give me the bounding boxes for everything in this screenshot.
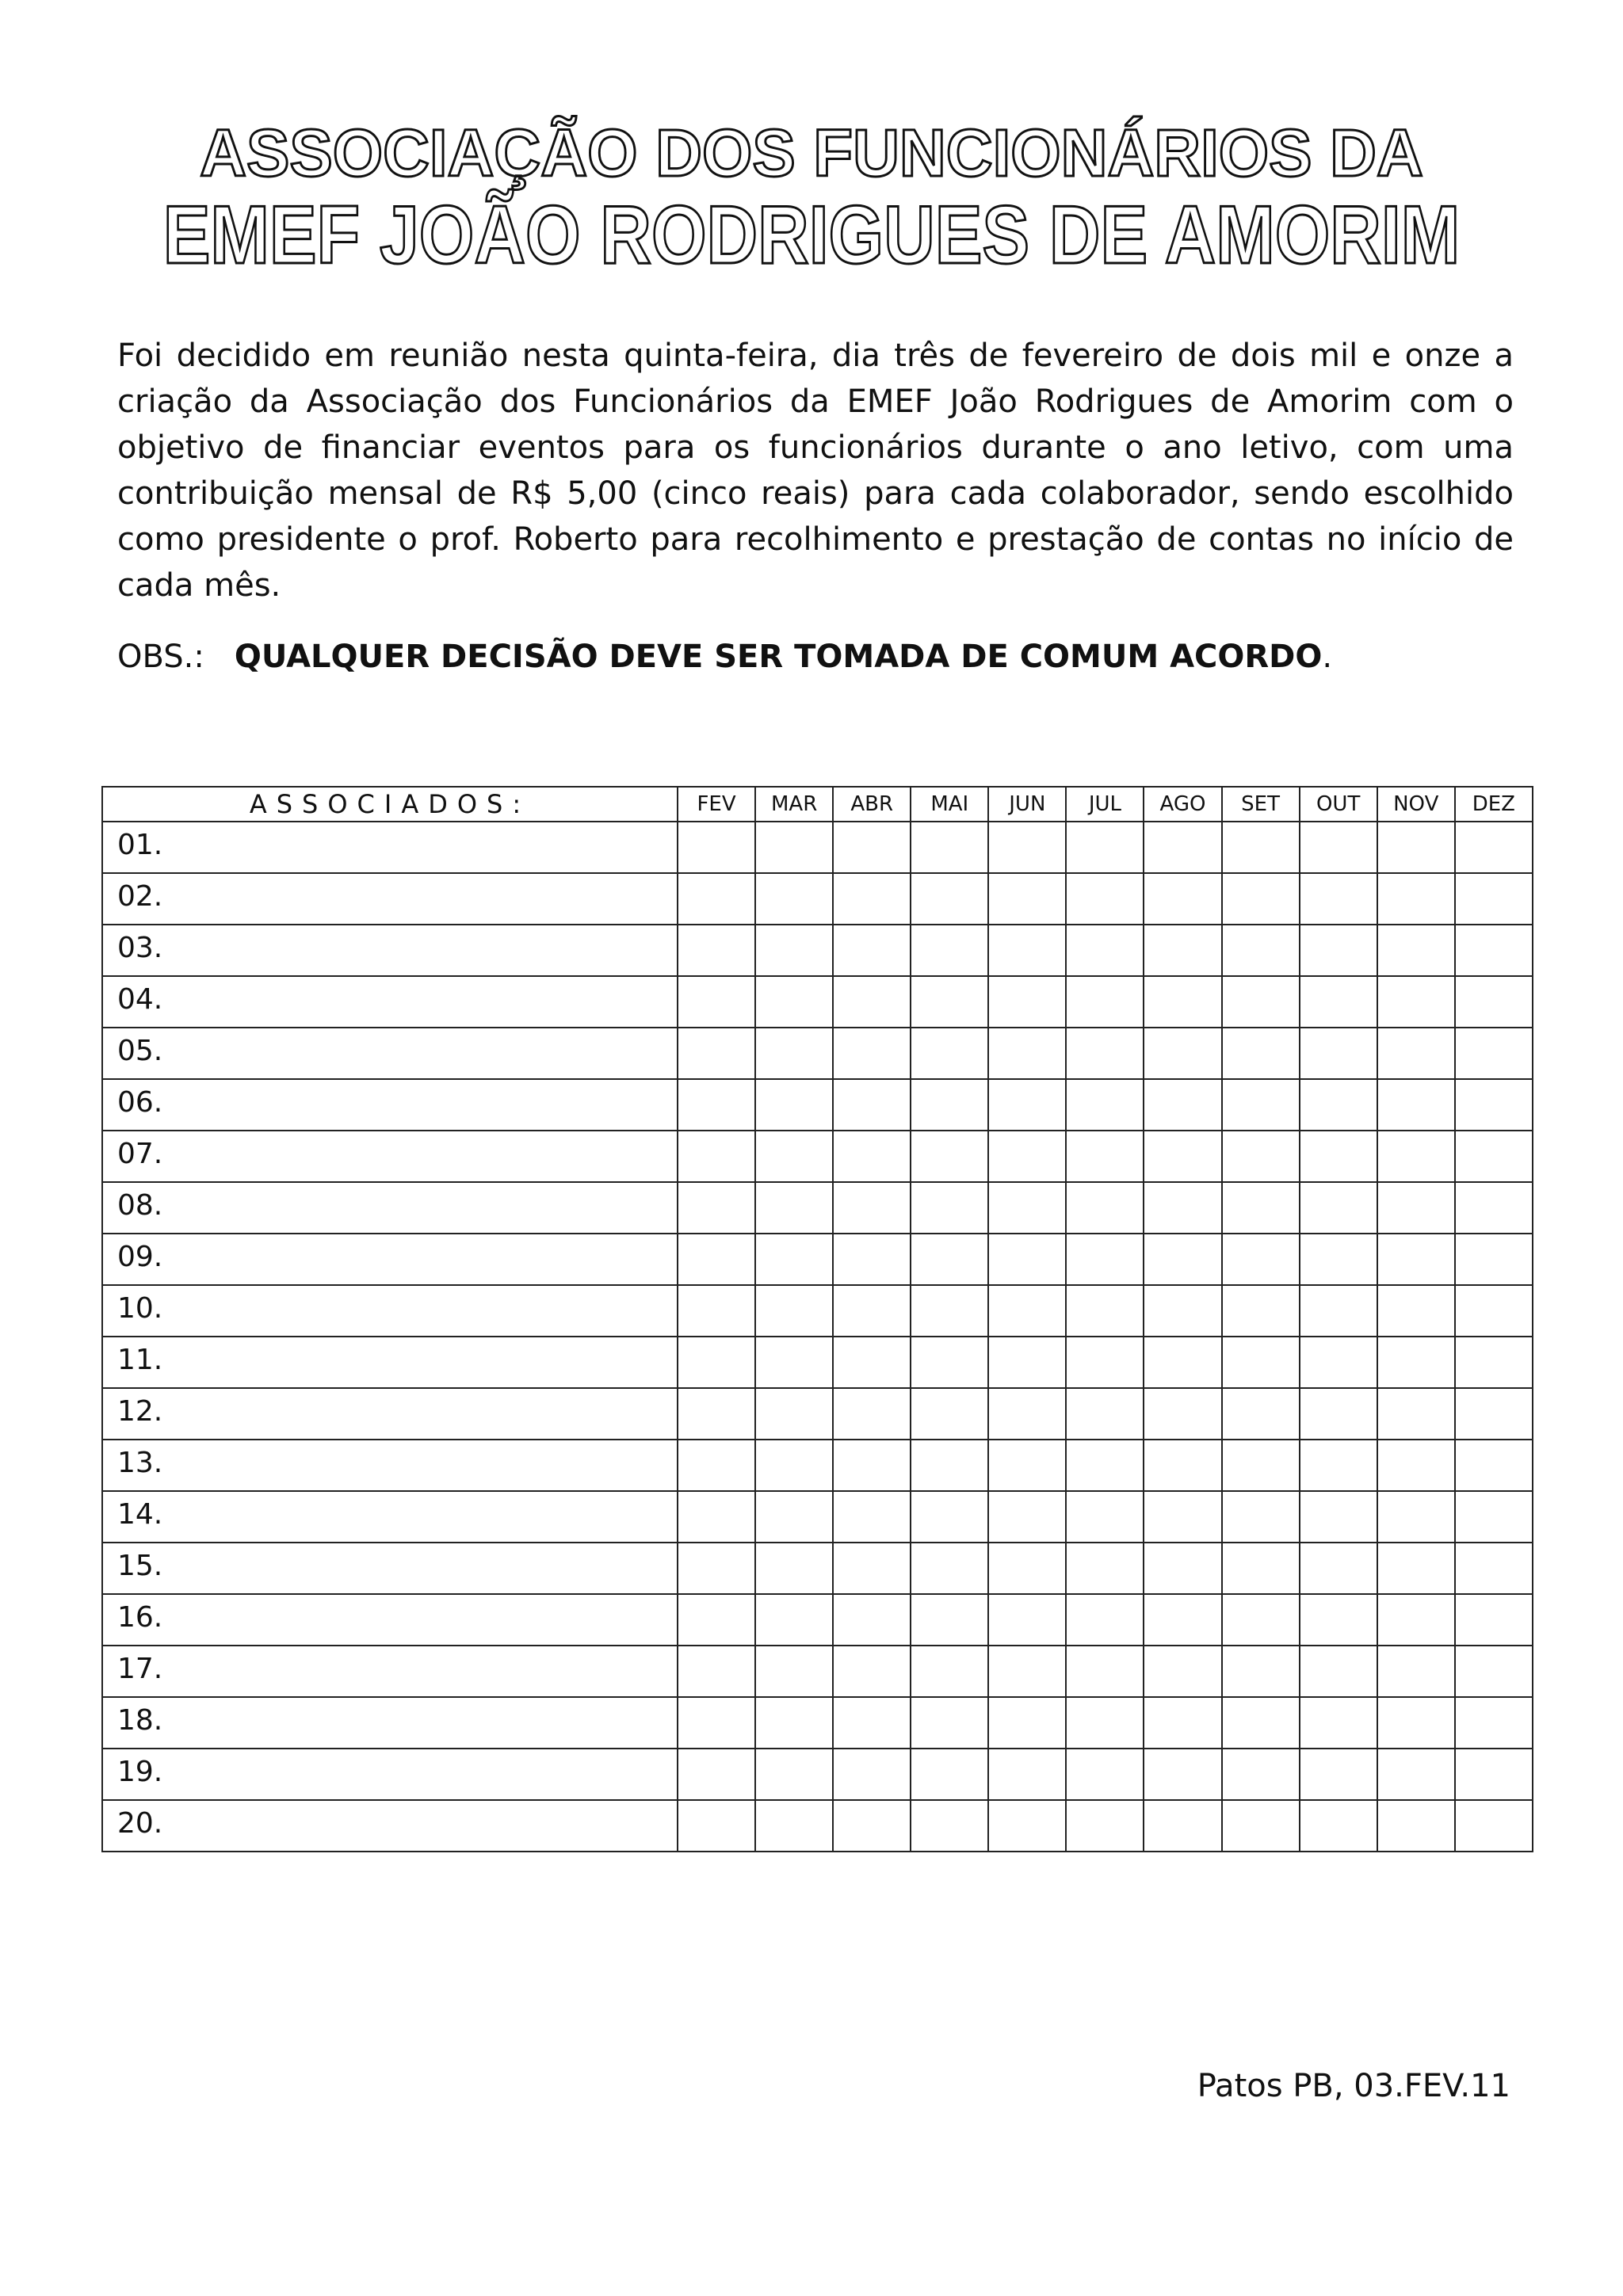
payment-cell-mar [755, 1440, 833, 1491]
payment-cell-mar [755, 1491, 833, 1543]
payment-cell-abr [833, 1285, 911, 1337]
associate-name-cell: 01. [102, 822, 678, 873]
associate-name-cell: 02. [102, 873, 678, 925]
payment-cell-mai [911, 1646, 988, 1697]
payment-cell-set [1222, 1388, 1300, 1440]
payment-cell-set [1222, 1079, 1300, 1131]
associate-name-cell: 03. [102, 925, 678, 976]
table-row [102, 1234, 1533, 1285]
payment-cell-out [1300, 1491, 1377, 1543]
payment-cell-jun [988, 1131, 1066, 1182]
payment-cell-abr [833, 1543, 911, 1594]
payment-cell-set [1222, 1800, 1300, 1852]
title-line-school: EMEF JOÃO RODRIGUES DE AMORIM [162, 189, 1461, 281]
payment-cell-mar [755, 1234, 833, 1285]
table-row [102, 1285, 1533, 1337]
payment-cell-dez [1455, 1491, 1533, 1543]
associates-column-header: ASSOCIADOS: [102, 787, 678, 822]
payment-cell-nov [1377, 1646, 1455, 1697]
payment-cell-nov [1377, 1388, 1455, 1440]
payment-cell-dez [1455, 873, 1533, 925]
payment-cell-mar [755, 976, 833, 1028]
payment-cell-nov [1377, 1337, 1455, 1388]
table-row [102, 925, 1533, 976]
payment-cell-mai [911, 1028, 988, 1079]
payment-cell-ago [1144, 822, 1221, 873]
payment-cell-dez [1455, 976, 1533, 1028]
payment-cell-dez [1455, 1594, 1533, 1646]
payment-cell-fev [678, 1182, 755, 1234]
payment-cell-ago [1144, 873, 1221, 925]
payment-cell-dez [1455, 1337, 1533, 1388]
payment-cell-out [1300, 822, 1377, 873]
payment-cell-jul [1066, 1749, 1144, 1800]
payment-cell-ago [1144, 1182, 1221, 1234]
payment-cell-nov [1377, 925, 1455, 976]
payment-cell-fev [678, 925, 755, 976]
associate-name-cell: 15. [102, 1543, 678, 1594]
title-line-association: ASSOCIAÇÃO DOS FUNCIONÁRIOS DA [200, 116, 1423, 190]
payment-cell-dez [1455, 1646, 1533, 1697]
payment-cell-jul [1066, 1491, 1144, 1543]
payment-cell-dez [1455, 1749, 1533, 1800]
payment-cell-dez [1455, 1234, 1533, 1285]
payment-cell-abr [833, 925, 911, 976]
payment-cell-jun [988, 1749, 1066, 1800]
payment-cell-jun [988, 1646, 1066, 1697]
payment-cell-dez [1455, 1131, 1533, 1182]
payment-cell-jun [988, 1543, 1066, 1594]
payment-cell-out [1300, 1697, 1377, 1749]
payment-cell-fev [678, 1543, 755, 1594]
payment-cell-out [1300, 1285, 1377, 1337]
payment-cell-mar [755, 873, 833, 925]
associate-name-cell: 11. [102, 1337, 678, 1388]
payment-cell-out [1300, 976, 1377, 1028]
payment-cell-set [1222, 1543, 1300, 1594]
payment-cell-jul [1066, 1337, 1144, 1388]
payment-cell-nov [1377, 1285, 1455, 1337]
payment-cell-out [1300, 1337, 1377, 1388]
payment-cell-nov [1377, 1594, 1455, 1646]
payment-cell-out [1300, 1800, 1377, 1852]
payment-cell-out [1300, 873, 1377, 925]
payment-cell-abr [833, 1028, 911, 1079]
payment-cell-abr [833, 1388, 911, 1440]
payment-cell-jun [988, 1440, 1066, 1491]
table-row [102, 1079, 1533, 1131]
payment-cell-mar [755, 1131, 833, 1182]
payment-cell-fev [678, 1594, 755, 1646]
payment-cell-set [1222, 976, 1300, 1028]
payment-cell-abr [833, 822, 911, 873]
payment-cell-nov [1377, 1234, 1455, 1285]
obs-punctuation: . [1322, 639, 1333, 675]
payment-cell-abr [833, 1697, 911, 1749]
associate-name-cell: 20. [102, 1800, 678, 1852]
table-row [102, 1388, 1533, 1440]
payment-cell-abr [833, 1234, 911, 1285]
payment-cell-ago [1144, 1749, 1221, 1800]
payment-cell-out [1300, 1028, 1377, 1079]
payment-cell-nov [1377, 1800, 1455, 1852]
payment-cell-out [1300, 1440, 1377, 1491]
payment-cell-jun [988, 873, 1066, 925]
payment-cell-mar [755, 1749, 833, 1800]
month-header-abr: ABR [833, 787, 911, 822]
month-header-dez: DEZ [1455, 787, 1533, 822]
payment-cell-mai [911, 1234, 988, 1285]
table-row [102, 1697, 1533, 1749]
payment-cell-jun [988, 1337, 1066, 1388]
payment-cell-nov [1377, 1028, 1455, 1079]
payment-cell-nov [1377, 1543, 1455, 1594]
associate-name-cell: 06. [102, 1079, 678, 1131]
payment-cell-ago [1144, 1646, 1221, 1697]
payment-cell-fev [678, 1491, 755, 1543]
payment-cell-set [1222, 873, 1300, 925]
payment-cell-ago [1144, 1594, 1221, 1646]
payment-cell-jul [1066, 1028, 1144, 1079]
payment-cell-set [1222, 1440, 1300, 1491]
payment-cell-mai [911, 822, 988, 873]
payment-cell-out [1300, 1749, 1377, 1800]
associate-name-cell: 14. [102, 1491, 678, 1543]
month-header-set: SET [1222, 787, 1300, 822]
payment-cell-set [1222, 1285, 1300, 1337]
associate-name-cell: 12. [102, 1388, 678, 1440]
month-header-mai: MAI [911, 787, 988, 822]
month-header-fev: FEV [678, 787, 755, 822]
payment-cell-jul [1066, 1594, 1144, 1646]
payment-cell-fev [678, 976, 755, 1028]
payment-cell-ago [1144, 1337, 1221, 1388]
payment-cell-nov [1377, 1749, 1455, 1800]
payment-cell-jun [988, 1594, 1066, 1646]
payment-cell-mai [911, 1543, 988, 1594]
associate-name-cell: 19. [102, 1749, 678, 1800]
payment-cell-dez [1455, 1440, 1533, 1491]
table-row [102, 1440, 1533, 1491]
payment-cell-jul [1066, 1543, 1144, 1594]
payment-cell-jun [988, 1800, 1066, 1852]
payment-cell-abr [833, 1131, 911, 1182]
payment-cell-out [1300, 1543, 1377, 1594]
payment-cell-set [1222, 1749, 1300, 1800]
payment-cell-ago [1144, 1491, 1221, 1543]
table-row [102, 873, 1533, 925]
payment-cell-fev [678, 1234, 755, 1285]
payment-cell-jun [988, 1028, 1066, 1079]
payment-cell-ago [1144, 1697, 1221, 1749]
payment-cell-out [1300, 1079, 1377, 1131]
payment-cell-ago [1144, 1131, 1221, 1182]
payment-cell-mar [755, 1697, 833, 1749]
obs-text: QUALQUER DECISÃO DEVE SER TOMADA DE COMUM ACORDO [234, 639, 1323, 675]
payment-cell-jul [1066, 1285, 1144, 1337]
payment-cell-set [1222, 1646, 1300, 1697]
payment-cell-out [1300, 1594, 1377, 1646]
month-header-mar: MAR [755, 787, 833, 822]
payment-cell-fev [678, 1697, 755, 1749]
payment-cell-mar [755, 822, 833, 873]
payment-cell-ago [1144, 1800, 1221, 1852]
payment-cell-jun [988, 1388, 1066, 1440]
payment-cell-jul [1066, 1800, 1144, 1852]
payment-cell-out [1300, 1646, 1377, 1697]
table-row [102, 976, 1533, 1028]
payment-cell-dez [1455, 1697, 1533, 1749]
payment-cell-mai [911, 1388, 988, 1440]
payment-cell-dez [1455, 1079, 1533, 1131]
table-row [102, 1131, 1533, 1182]
payment-cell-jul [1066, 925, 1144, 976]
payment-cell-fev [678, 1749, 755, 1800]
payment-cell-ago [1144, 1440, 1221, 1491]
payment-cell-jul [1066, 873, 1144, 925]
meeting-minutes-paragraph: Foi decidido em reunião nesta quinta-feira, dia três de fevereiro de dois mil e onze a criação da Associação dos Funcionários da EMEF João Rodrigues de Amorim com o objetivo de financiar eventos para os funcionários durante o ano letivo, com uma contribuição mensal de R$ 5,00 (cinco reais) para cada colaborador, sendo escolhido como presidente o prof. Roberto para recolhimento e prestação de contas no início de cada mês. [117, 338, 1514, 604]
payment-cell-jun [988, 1079, 1066, 1131]
payment-cell-mai [911, 1440, 988, 1491]
payment-cell-ago [1144, 1234, 1221, 1285]
payment-cell-fev [678, 1646, 755, 1697]
payment-cell-jul [1066, 1440, 1144, 1491]
payment-cell-abr [833, 1800, 911, 1852]
payment-cell-jul [1066, 976, 1144, 1028]
table-row [102, 1800, 1533, 1852]
month-header-jun: JUN [988, 787, 1066, 822]
payment-cell-nov [1377, 873, 1455, 925]
payment-cell-mai [911, 1491, 988, 1543]
payment-cell-mar [755, 1337, 833, 1388]
payment-cell-nov [1377, 976, 1455, 1028]
payment-cell-mar [755, 1182, 833, 1234]
associate-name-cell: 08. [102, 1182, 678, 1234]
payment-cell-jul [1066, 1697, 1144, 1749]
payment-cell-mai [911, 1285, 988, 1337]
associate-name-cell: 16. [102, 1594, 678, 1646]
payment-cell-mai [911, 1337, 988, 1388]
payment-cell-mai [911, 1079, 988, 1131]
payment-cell-mar [755, 1594, 833, 1646]
payment-cell-jul [1066, 1388, 1144, 1440]
associate-name-cell: 05. [102, 1028, 678, 1079]
payment-cell-out [1300, 1388, 1377, 1440]
payment-cell-mai [911, 976, 988, 1028]
payment-cell-ago [1144, 925, 1221, 976]
table-row [102, 1749, 1533, 1800]
payment-cell-mar [755, 1646, 833, 1697]
payment-cell-mai [911, 1131, 988, 1182]
payment-cell-mai [911, 873, 988, 925]
payment-cell-mai [911, 1749, 988, 1800]
payment-cell-mar [755, 1543, 833, 1594]
payment-cell-dez [1455, 925, 1533, 976]
payment-cell-ago [1144, 1028, 1221, 1079]
payment-cell-abr [833, 976, 911, 1028]
payment-cell-nov [1377, 822, 1455, 873]
month-header-nov: NOV [1377, 787, 1455, 822]
payment-cell-fev [678, 1028, 755, 1079]
payment-cell-mar [755, 1079, 833, 1131]
table-row [102, 1182, 1533, 1234]
payment-cell-dez [1455, 1028, 1533, 1079]
associates-payment-table [101, 786, 1533, 1852]
payment-cell-fev [678, 1388, 755, 1440]
payment-cell-dez [1455, 1800, 1533, 1852]
payment-cell-fev [678, 1285, 755, 1337]
payment-cell-nov [1377, 1491, 1455, 1543]
payment-cell-mar [755, 925, 833, 976]
payment-cell-mai [911, 1697, 988, 1749]
payment-cell-jun [988, 822, 1066, 873]
payment-cell-abr [833, 873, 911, 925]
payment-cell-abr [833, 1337, 911, 1388]
payment-cell-mar [755, 1028, 833, 1079]
payment-cell-fev [678, 822, 755, 873]
payment-cell-out [1300, 1182, 1377, 1234]
payment-cell-set [1222, 1337, 1300, 1388]
associate-name-cell: 18. [102, 1697, 678, 1749]
payment-cell-set [1222, 1131, 1300, 1182]
observation-note [117, 634, 1332, 680]
payment-cell-abr [833, 1182, 911, 1234]
payment-cell-jul [1066, 1646, 1144, 1697]
payment-cell-set [1222, 1182, 1300, 1234]
table-row [102, 1491, 1533, 1543]
payment-cell-mai [911, 1594, 988, 1646]
payment-cell-mar [755, 1800, 833, 1852]
table-row [102, 1594, 1533, 1646]
payment-cell-set [1222, 1697, 1300, 1749]
payment-cell-jul [1066, 1131, 1144, 1182]
payment-cell-jul [1066, 1079, 1144, 1131]
payment-cell-fev [678, 1800, 755, 1852]
place-and-date: Patos PB, 03.FEV.11 [1197, 2068, 1510, 2104]
payment-cell-ago [1144, 1543, 1221, 1594]
payment-cell-jul [1066, 1182, 1144, 1234]
payment-cell-fev [678, 1079, 755, 1131]
payment-cell-jun [988, 925, 1066, 976]
table-row [102, 1028, 1533, 1079]
payment-cell-set [1222, 1594, 1300, 1646]
payment-cell-abr [833, 1079, 911, 1131]
obs-label: OBS.: [117, 639, 204, 675]
payment-cell-dez [1455, 1182, 1533, 1234]
payment-cell-jun [988, 1234, 1066, 1285]
payment-cell-dez [1455, 1388, 1533, 1440]
payment-cell-jul [1066, 822, 1144, 873]
payment-cell-mai [911, 1182, 988, 1234]
payment-cell-jul [1066, 1234, 1144, 1285]
payment-cell-set [1222, 1234, 1300, 1285]
payment-cell-jun [988, 1182, 1066, 1234]
payment-cell-out [1300, 1131, 1377, 1182]
payment-cell-fev [678, 1131, 755, 1182]
payment-cell-out [1300, 1234, 1377, 1285]
payment-cell-set [1222, 1491, 1300, 1543]
associates-table-body [102, 822, 1533, 1852]
payment-cell-jun [988, 1697, 1066, 1749]
payment-cell-ago [1144, 976, 1221, 1028]
payment-cell-dez [1455, 1285, 1533, 1337]
payment-cell-mar [755, 1388, 833, 1440]
month-header-ago: AGO [1144, 787, 1221, 822]
payment-cell-nov [1377, 1131, 1455, 1182]
payment-cell-mai [911, 1800, 988, 1852]
payment-cell-set [1222, 1028, 1300, 1079]
payment-cell-ago [1144, 1388, 1221, 1440]
payment-cell-ago [1144, 1285, 1221, 1337]
payment-cell-mai [911, 925, 988, 976]
associate-name-cell: 10. [102, 1285, 678, 1337]
payment-cell-abr [833, 1646, 911, 1697]
associate-name-cell: 09. [102, 1234, 678, 1285]
document-title [0, 117, 1623, 279]
associate-name-cell: 17. [102, 1646, 678, 1697]
payment-cell-set [1222, 925, 1300, 976]
payment-cell-nov [1377, 1440, 1455, 1491]
payment-cell-dez [1455, 822, 1533, 873]
payment-cell-nov [1377, 1079, 1455, 1131]
payment-cell-abr [833, 1440, 911, 1491]
payment-cell-jun [988, 1491, 1066, 1543]
month-header-out: OUT [1300, 787, 1377, 822]
payment-cell-jun [988, 976, 1066, 1028]
table-row [102, 1646, 1533, 1697]
table-row [102, 1337, 1533, 1388]
payment-cell-ago [1144, 1079, 1221, 1131]
payment-cell-out [1300, 925, 1377, 976]
payment-cell-nov [1377, 1697, 1455, 1749]
associate-name-cell: 13. [102, 1440, 678, 1491]
associate-name-cell: 07. [102, 1131, 678, 1182]
payment-cell-jun [988, 1285, 1066, 1337]
payment-cell-fev [678, 873, 755, 925]
payment-cell-abr [833, 1749, 911, 1800]
payment-cell-mar [755, 1285, 833, 1337]
table-header-row [102, 787, 1533, 822]
month-header-jul: JUL [1066, 787, 1144, 822]
payment-cell-fev [678, 1337, 755, 1388]
payment-cell-abr [833, 1491, 911, 1543]
payment-cell-fev [678, 1440, 755, 1491]
table-row [102, 1543, 1533, 1594]
associate-name-cell: 04. [102, 976, 678, 1028]
table-row [102, 822, 1533, 873]
payment-cell-nov [1377, 1182, 1455, 1234]
payment-cell-dez [1455, 1543, 1533, 1594]
payment-cell-set [1222, 822, 1300, 873]
payment-cell-abr [833, 1594, 911, 1646]
